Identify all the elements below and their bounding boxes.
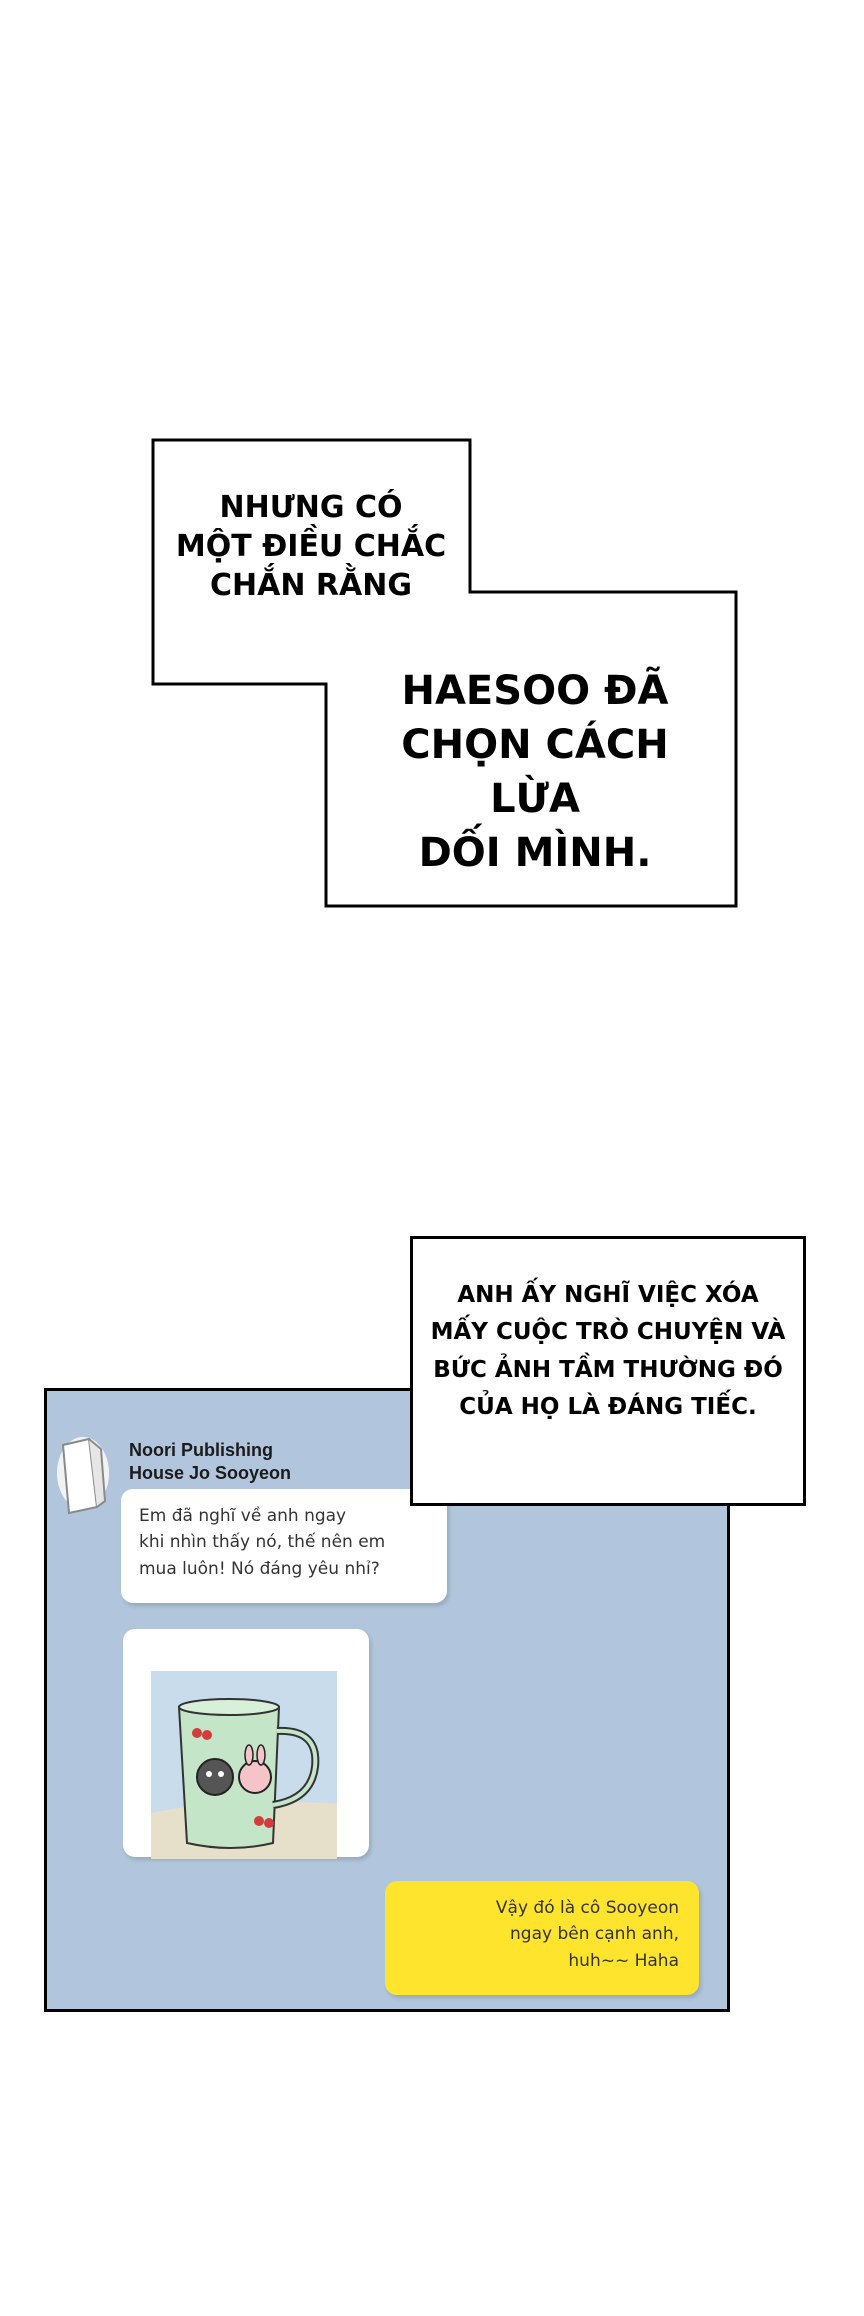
caption-text-2: HAESOO ĐÃ CHỌN CÁCH LỪA DỐI MÌNH. <box>401 668 669 876</box>
avatar <box>49 1429 109 1515</box>
chat-photo-bubble[interactable] <box>123 1629 369 1857</box>
chat-sender-name: Noori Publishing House Jo Sooyeon <box>129 1440 292 1483</box>
caption-text-3: ANH ẤY NGHĨ VIỆC XÓA MẤY CUỘC TRÒ CHUYỆN VÀ BỨC ẢNH TẦM THƯỜNG ĐÓ CỦA HỌ LÀ ĐÁNG TIẾC. <box>430 1282 786 1420</box>
avatar-image <box>49 1429 109 1515</box>
chat-bubble-received: Em đã nghĩ về anh ngay khi nhìn thấy nó, thế nên em mua luôn! Nó đáng yêu nhỉ? <box>121 1489 447 1603</box>
caption-text-1: NHƯNG CÓ MỘT ĐIỀU CHẮC CHẮN RẰNG <box>175 490 447 603</box>
chat-bubble-sent: Vậy đó là cô Sooyeon ngay bên cạnh anh, huh~~ Haha <box>385 1881 699 1995</box>
caption-group-1 <box>0 0 864 930</box>
mug-photo <box>151 1671 337 1859</box>
caption-box-2 <box>410 1236 806 1506</box>
